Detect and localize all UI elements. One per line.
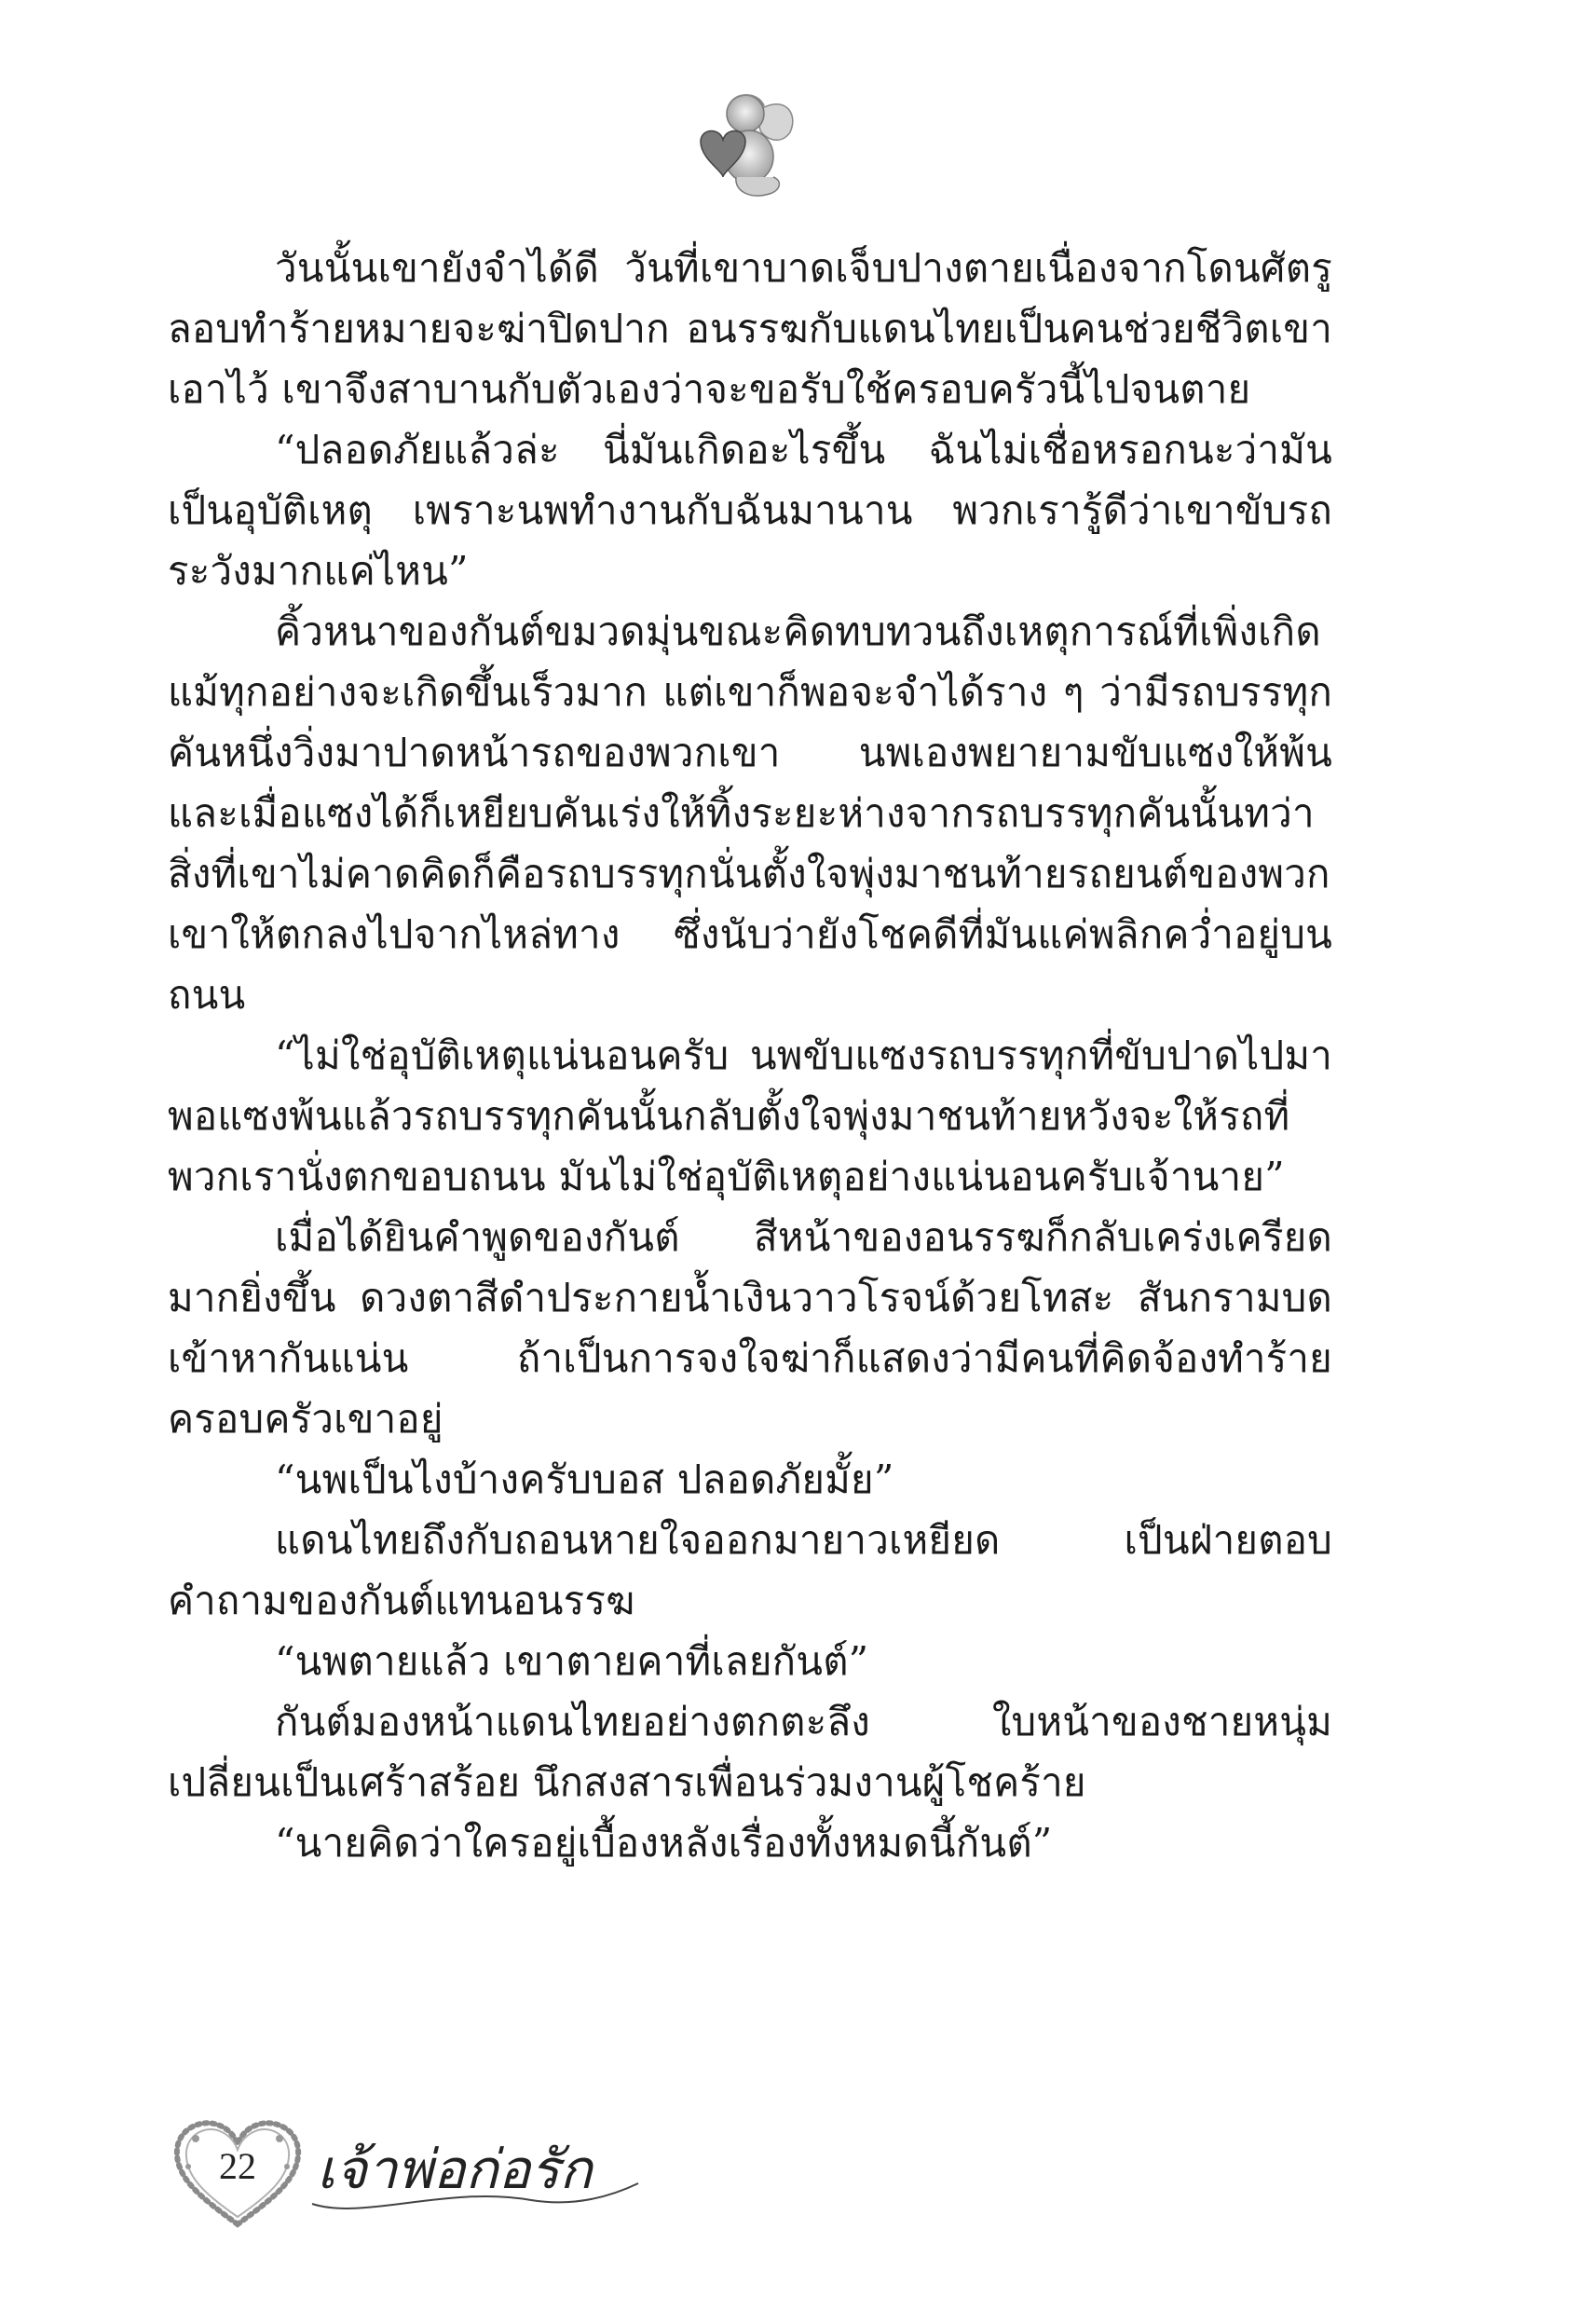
paragraph: “ไม่ใช่อุบัติเหตุแน่นอนครับ นพขับแซงรถบรรทุกที่ขับปาดไปมา พอแซงพ้นแล้วรถบรรทุกคันนั้นกลับตั้งใจพุ่งมาชนท้ายหวังจะให้รถที่พวกเรานั่งตกขอบถนน มันไม่ใช่อุบัติเหตุอย่างแน่นอนครับเจ้านาย” <box>168 1032 1332 1199</box>
page-number: 22 <box>219 2145 256 2187</box>
title-swash <box>307 2176 643 2222</box>
paragraph: “นายคิดว่าใครอยู่เบื้องหลังเรื่องทั้งหมดนี้กันต์” <box>275 1820 1053 1866</box>
book-title: เจ้าพ่อก่อรัก <box>317 2138 593 2201</box>
paragraph: วันนั้นเขายังจำได้ดี วันที่เขาบาดเจ็บปางตายเนื่องจากโดนศัตรูลอบทำร้ายหมายจะฆ่าปิดปาก อนรรฆกับแดนไทยเป็นคนช่วยชีวิตเขาเอาไว้ เขาจึงสาบานกับตัวเองว่าจะขอรับใช้ครอบครัวนี้ไปจนตาย <box>168 245 1332 412</box>
paragraph: กันต์มองหน้าแดนไทยอย่างตกตะลึง ใบหน้าของชายหนุ่มเปลี่ยนเป็นเศร้าสร้อย นึกสงสารเพื่อนร่วมงานผู้โชคร้าย <box>168 1699 1332 1805</box>
paragraph: “นพเป็นไงบ้างครับบอส ปลอดภัยมั้ย” <box>275 1456 894 1502</box>
page-footer <box>168 2111 652 2232</box>
paragraph: “ปลอดภัยแล้วล่ะ นี่มันเกิดอะไรขึ้น ฉันไม่เชื่อหรอกนะว่ามันเป็นอุบัติเหตุ เพราะนพทำงานกับฉันมานาน พวกเรารู้ดีว่าเขาขับรถระวังมากแค่ไหน” <box>168 427 1332 594</box>
chapter-text <box>168 238 1332 1873</box>
paragraph: เมื่อได้ยินคำพูดของกันต์ สีหน้าของอนรรฆก็กลับเคร่งเครียดมากยิ่งขึ้น ดวงตาสีดำประกายน้ำเงินวาวโรจน์ด้วยโทสะ สันกรามบดเข้าหากันแน่น ถ้าเป็นการจงใจฆ่าก็แสดงว่ามีคนที่คิดจ้องทำร้ายครอบครัวเขาอยู่ <box>168 1214 1332 1442</box>
paragraph: แดนไทยถึงกับถอนหายใจออกมายาวเหยียด เป็นฝ่ายตอบคำถามของกันต์แทนอนรรฆ <box>168 1517 1332 1623</box>
paragraph: “นพตายแล้ว เขาตายคาที่เลยกันต์” <box>275 1638 869 1684</box>
paragraph: คิ้วหนาของกันต์ขมวดมุ่นขณะคิดทบทวนถึงเหตุการณ์ที่เพิ่งเกิดแม้ทุกอย่างจะเกิดขึ้นเร็วมาก แต่เขาก็พอจะจำได้ราง ๆ ว่ามีรถบรรทุกคันหนึ่งวิ่งมาปาดหน้ารถของพวกเขา นพเองพยายามขับแซงให้พ้นและเมื่อแซงได้ก็เหยียบคันเร่งให้ทิ้งระยะห่างจากรถบรรทุกคันนั้นทว่าสิ่งที่เขาไม่คาดคิดก็คือรถบรรทุกนั่นตั้งใจพุ่งมาชนท้ายรถยนต์ของพวกเขาให้ตกลงไปจากไหล่ทาง ซึ่งนับว่ายังโชคดีที่มันแค่พลิกคว่ำอยู่บนถนน <box>168 609 1332 1018</box>
cupid-heart-icon <box>680 84 801 205</box>
